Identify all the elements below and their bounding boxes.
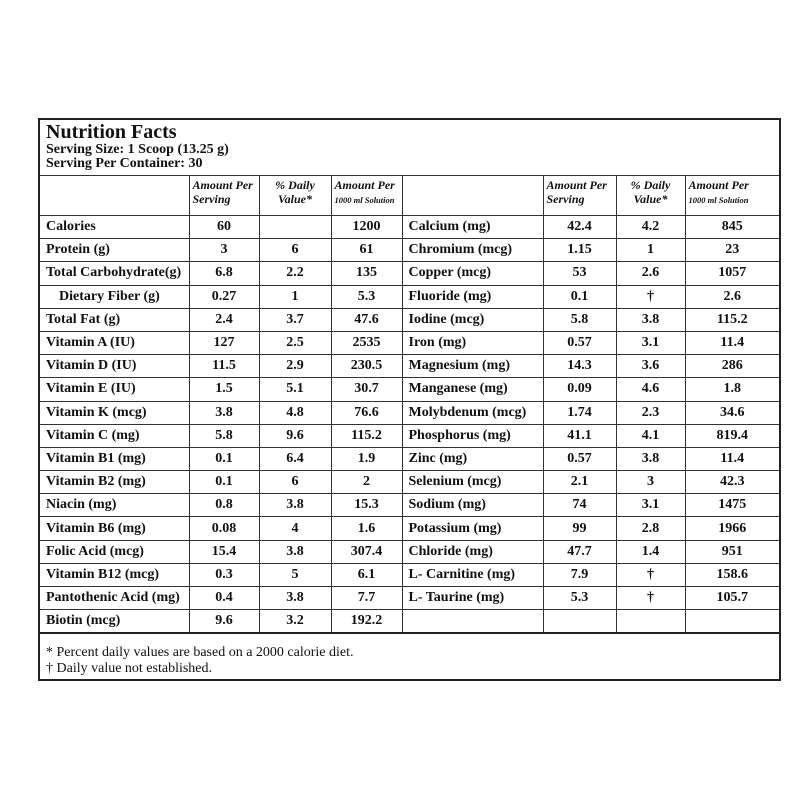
left-nutrient-name-cell: Biotin (mcg) [40,610,189,634]
left-amount-per-serving-cell: 6.8 [189,262,259,285]
header-solution-line2: 1000 ml Solution [688,195,749,205]
right-daily-value-cell: † [616,285,685,308]
right-amount-per-serving-cell: 0.57 [543,447,616,470]
header-blank [40,176,189,216]
right-daily-value-cell: 1 [616,239,685,262]
servings-per-container: Serving Per Container: 30 [46,156,203,171]
left-amount-per-solution-cell: 2 [331,471,402,494]
right-amount-per-serving-cell: 1.74 [543,401,616,424]
right-amount-per-solution-cell: 105.7 [685,587,779,610]
right-amount-per-serving-cell: 42.4 [543,216,616,239]
right-daily-value-cell: 4.1 [616,424,685,447]
right-amount-per-serving-cell: 0.1 [543,285,616,308]
right-amount-per-serving-cell: 2.1 [543,471,616,494]
left-amount-per-solution-cell: 115.2 [331,424,402,447]
left-daily-value-cell: 6.4 [259,447,331,470]
right-daily-value-cell: 1.4 [616,540,685,563]
right-nutrient-name-cell: Chloride (mg) [402,540,543,563]
panel-title: Nutrition Facts [46,121,177,143]
table-row [40,424,779,447]
left-daily-value-cell: 9.6 [259,424,331,447]
left-daily-value-cell: 1 [259,285,331,308]
left-amount-per-serving-cell: 5.8 [189,424,259,447]
right-amount-per-serving-cell: 0.09 [543,378,616,401]
left-amount-per-serving-cell: 11.5 [189,355,259,378]
table-row [40,216,779,239]
right-nutrient-name-cell: Manganese (mg) [402,378,543,401]
left-amount-per-serving-cell: 0.27 [189,285,259,308]
nutrition-facts-panel [38,118,781,681]
right-amount-per-solution-cell: 158.6 [685,563,779,586]
right-amount-per-solution-cell: 286 [685,355,779,378]
left-amount-per-serving-cell: 3 [189,239,259,262]
right-amount-per-serving-cell: 74 [543,494,616,517]
table-row [40,563,779,586]
left-amount-per-solution-cell: 307.4 [331,540,402,563]
header-solution-text [335,178,395,206]
left-nutrient-name-cell: Vitamin B12 (mcg) [40,563,189,586]
right-nutrient-name-cell: L- Carnitine (mg) [402,563,543,586]
right-amount-per-serving-cell: 47.7 [543,540,616,563]
left-nutrient-name-cell: Vitamin A (IU) [40,331,189,354]
left-daily-value-cell: 2.2 [259,262,331,285]
header-daily-value: % Daily Value* [259,176,331,216]
left-nutrient-name-cell: Vitamin E (IU) [40,378,189,401]
left-daily-value-cell: 4 [259,517,331,540]
table-row [40,447,779,470]
left-nutrient-name-cell: Vitamin B2 (mg) [40,471,189,494]
right-amount-per-serving-cell: 99 [543,517,616,540]
nutrient-table [40,175,779,634]
right-nutrient-name-cell: Iodine (mcg) [402,308,543,331]
right-daily-value-cell: 3.6 [616,355,685,378]
left-amount-per-serving-cell: 0.08 [189,517,259,540]
right-amount-per-serving-cell [543,610,616,634]
footnote-not-established: † Daily value not established. [46,661,213,676]
left-amount-per-solution-cell: 192.2 [331,610,402,634]
left-nutrient-name-cell: Total Fat (g) [40,308,189,331]
right-amount-per-serving-cell: 5.8 [543,308,616,331]
right-daily-value-cell: 2.6 [616,262,685,285]
table-row [40,239,779,262]
header-amount-per-solution [685,176,779,216]
table-row [40,308,779,331]
right-amount-per-serving-cell: 7.9 [543,563,616,586]
right-amount-per-serving-cell: 1.15 [543,239,616,262]
table-row [40,517,779,540]
right-nutrient-name-cell: Copper (mcg) [402,262,543,285]
left-amount-per-serving-cell: 0.1 [189,471,259,494]
left-amount-per-serving-cell: 0.1 [189,447,259,470]
table-row [40,494,779,517]
left-nutrient-name-cell: Total Carbohydrate(g) [40,262,189,285]
left-daily-value-cell: 4.8 [259,401,331,424]
panel-header [46,122,229,171]
right-amount-per-solution-cell: 1057 [685,262,779,285]
right-nutrient-name-cell: Sodium (mg) [402,494,543,517]
left-nutrient-name-cell: Niacin (mg) [40,494,189,517]
right-amount-per-solution-cell: 819.4 [685,424,779,447]
header-blank [402,176,543,216]
left-nutrient-name-cell: Vitamin B6 (mg) [40,517,189,540]
left-daily-value-cell: 6 [259,239,331,262]
right-daily-value-cell: † [616,587,685,610]
right-amount-per-serving-cell: 5.3 [543,587,616,610]
left-amount-per-solution-cell: 15.3 [331,494,402,517]
right-amount-per-solution-cell: 1.8 [685,378,779,401]
header-daily-value: % Daily Value* [616,176,685,216]
right-nutrient-name-cell: Potassium (mg) [402,517,543,540]
header-amount-per-serving: Amount Per Serving [543,176,616,216]
left-daily-value-cell: 2.9 [259,355,331,378]
left-daily-value-cell: 3.8 [259,587,331,610]
left-amount-per-solution-cell: 61 [331,239,402,262]
right-nutrient-name-cell: Zinc (mg) [402,447,543,470]
right-amount-per-solution-cell: 845 [685,216,779,239]
right-nutrient-name-cell: Fluoride (mg) [402,285,543,308]
right-amount-per-solution-cell: 34.6 [685,401,779,424]
left-amount-per-serving-cell: 0.3 [189,563,259,586]
right-amount-per-solution-cell: 1966 [685,517,779,540]
table-row [40,262,779,285]
right-nutrient-name-cell: Calcium (mg) [402,216,543,239]
right-nutrient-name-cell: Phosphorus (mg) [402,424,543,447]
table-row [40,331,779,354]
right-amount-per-solution-cell [685,610,779,634]
table-row [40,471,779,494]
right-daily-value-cell: † [616,563,685,586]
right-daily-value-cell: 4.6 [616,378,685,401]
right-nutrient-name-cell: L- Taurine (mg) [402,587,543,610]
column-header-row [40,176,779,216]
left-daily-value-cell: 3.8 [259,540,331,563]
right-amount-per-serving-cell: 0.57 [543,331,616,354]
left-nutrient-name-cell: Vitamin B1 (mg) [40,447,189,470]
left-daily-value-cell: 6 [259,471,331,494]
left-amount-per-serving-cell: 1.5 [189,378,259,401]
left-nutrient-name-cell: Pantothenic Acid (mg) [40,587,189,610]
header-solution-line1: Amount Per [334,178,395,192]
left-amount-per-solution-cell: 1.9 [331,447,402,470]
left-amount-per-solution-cell: 2535 [331,331,402,354]
left-amount-per-serving-cell: 2.4 [189,308,259,331]
left-daily-value-cell: 2.5 [259,331,331,354]
left-amount-per-solution-cell: 135 [331,262,402,285]
left-amount-per-solution-cell: 230.5 [331,355,402,378]
table-row [40,401,779,424]
right-amount-per-solution-cell: 42.3 [685,471,779,494]
left-nutrient-name-cell: Vitamin K (mcg) [40,401,189,424]
right-amount-per-solution-cell: 23 [685,239,779,262]
right-amount-per-serving-cell: 14.3 [543,355,616,378]
left-amount-per-serving-cell: 9.6 [189,610,259,634]
left-daily-value-cell [259,216,331,239]
right-daily-value-cell: 3.8 [616,308,685,331]
table-row [40,285,779,308]
right-daily-value-cell: 3.1 [616,494,685,517]
right-nutrient-name-cell: Iron (mg) [402,331,543,354]
header-amount-per-solution [331,176,402,216]
footnote-daily-values: * Percent daily values are based on a 2000 calorie diet. [46,645,354,660]
left-amount-per-solution-cell: 47.6 [331,308,402,331]
left-amount-per-serving-cell: 3.8 [189,401,259,424]
header-amount-per-serving: Amount Per Serving [189,176,259,216]
right-nutrient-name-cell: Magnesium (mg) [402,355,543,378]
left-amount-per-solution-cell: 1200 [331,216,402,239]
right-daily-value-cell: 3.1 [616,331,685,354]
header-solution-line1: Amount Per [688,178,749,192]
right-amount-per-serving-cell: 41.1 [543,424,616,447]
right-daily-value-cell: 2.3 [616,401,685,424]
left-amount-per-serving-cell: 0.8 [189,494,259,517]
right-amount-per-solution-cell: 115.2 [685,308,779,331]
left-nutrient-name-cell: Vitamin D (IU) [40,355,189,378]
serving-size: Serving Size: 1 Scoop (13.25 g) [46,142,229,157]
header-solution-text [689,178,749,206]
left-daily-value-cell: 3.7 [259,308,331,331]
right-daily-value-cell [616,610,685,634]
left-amount-per-solution-cell: 1.6 [331,517,402,540]
right-nutrient-name-cell: Molybdenum (mcg) [402,401,543,424]
table-row [40,540,779,563]
right-nutrient-name-cell: Chromium (mcg) [402,239,543,262]
right-amount-per-serving-cell: 53 [543,262,616,285]
table-row [40,610,779,634]
left-nutrient-name-cell: Protein (g) [40,239,189,262]
right-daily-value-cell: 4.2 [616,216,685,239]
table-row [40,378,779,401]
left-amount-per-serving-cell: 60 [189,216,259,239]
table-row [40,355,779,378]
right-amount-per-solution-cell: 2.6 [685,285,779,308]
right-amount-per-solution-cell: 951 [685,540,779,563]
left-amount-per-solution-cell: 7.7 [331,587,402,610]
left-amount-per-solution-cell: 5.3 [331,285,402,308]
footnotes [46,645,354,677]
right-daily-value-cell: 2.8 [616,517,685,540]
left-amount-per-solution-cell: 30.7 [331,378,402,401]
right-nutrient-name-cell [402,610,543,634]
left-amount-per-serving-cell: 127 [189,331,259,354]
left-daily-value-cell: 5.1 [259,378,331,401]
left-nutrient-name-cell: Dietary Fiber (g) [40,285,189,308]
left-daily-value-cell: 3.2 [259,610,331,634]
table-row [40,587,779,610]
left-daily-value-cell: 3.8 [259,494,331,517]
left-amount-per-solution-cell: 6.1 [331,563,402,586]
right-nutrient-name-cell: Selenium (mcg) [402,471,543,494]
left-amount-per-serving-cell: 0.4 [189,587,259,610]
header-solution-line2: 1000 ml Solution [334,195,395,205]
right-amount-per-solution-cell: 11.4 [685,331,779,354]
left-amount-per-solution-cell: 76.6 [331,401,402,424]
right-amount-per-solution-cell: 1475 [685,494,779,517]
right-daily-value-cell: 3.8 [616,447,685,470]
right-amount-per-solution-cell: 11.4 [685,447,779,470]
left-daily-value-cell: 5 [259,563,331,586]
left-nutrient-name-cell: Folic Acid (mcg) [40,540,189,563]
left-amount-per-serving-cell: 15.4 [189,540,259,563]
left-nutrient-name-cell: Calories [40,216,189,239]
left-nutrient-name-cell: Vitamin C (mg) [40,424,189,447]
right-daily-value-cell: 3 [616,471,685,494]
